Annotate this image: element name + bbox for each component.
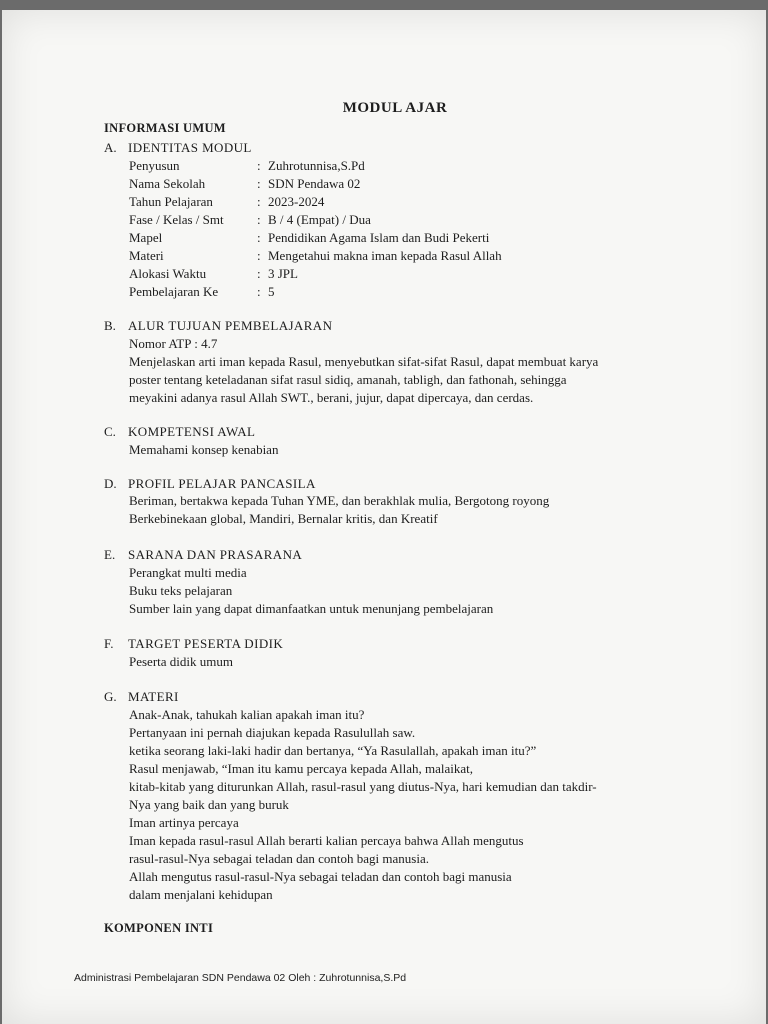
- text-line: ketika seorang laki-laki hadir dan bertanya, “Ya Rasulallah, apakah iman itu?”: [129, 743, 537, 758]
- identity-value: Mengetahui makna iman kepada Rasul Allah: [268, 248, 502, 263]
- identity-separator: :: [257, 194, 261, 209]
- text-line: dalam menjalani kehidupan: [129, 887, 273, 902]
- section-f-heading: [104, 635, 283, 653]
- text-line: Pertanyaan ini pernah diajukan kepada Rasulullah saw.: [129, 725, 416, 740]
- identity-value: B / 4 (Empat) / Dua: [268, 212, 371, 227]
- section-f-body: [129, 653, 233, 671]
- section-a-heading: [104, 139, 252, 157]
- text-line: Iman artinya percaya: [129, 815, 239, 830]
- section-e-body: [129, 564, 493, 618]
- identity-value: SDN Pendawa 02: [268, 176, 361, 191]
- section-letter: C.: [104, 424, 116, 439]
- section-g-heading: [104, 688, 179, 706]
- text-line: Nya yang baik dan yang buruk: [129, 797, 289, 812]
- page-title: MODUL AJAR: [342, 100, 448, 116]
- identity-row: [129, 175, 360, 193]
- section-d-body: [129, 492, 549, 528]
- info-umum-heading: INFORMASI UMUM: [104, 121, 226, 135]
- section-letter: B.: [104, 318, 116, 333]
- text-line: Perangkat multi media: [129, 565, 247, 580]
- text-line: Iman kepada rasul-rasul Allah berarti kalian percaya bahwa Allah mengutus: [129, 833, 524, 848]
- text-line: Berkebinekaan global, Mandiri, Bernalar kritis, dan Kreatif: [129, 511, 438, 526]
- section-e-heading: [104, 546, 302, 564]
- section-title: PROFIL PELAJAR PANCASILA: [128, 476, 316, 491]
- identity-label: Alokasi Waktu: [129, 266, 207, 281]
- section-title: IDENTITAS MODUL: [128, 140, 252, 155]
- section-letter: G.: [104, 689, 117, 704]
- text-line: poster tentang keteladanan sifat rasul sidiq, amanah, tabligh, dan fathonah, sehingga: [129, 372, 567, 387]
- identity-label: Materi: [129, 248, 164, 263]
- text-line: Anak-Anak, tahukah kalian apakah iman itu?: [129, 707, 365, 722]
- identity-separator: :: [257, 176, 261, 191]
- section-letter: E.: [104, 547, 116, 562]
- section-title: MATERI: [128, 689, 179, 704]
- identity-value: Pendidikan Agama Islam dan Budi Pekerti: [268, 230, 490, 245]
- page-footer: Administrasi Pembelajaran SDN Pendawa 02 Oleh : Zuhrotunnisa,S.Pd: [74, 972, 407, 984]
- identity-label: Mapel: [129, 230, 163, 245]
- text-line: Buku teks pelajaran: [129, 583, 233, 598]
- section-b-heading: [104, 317, 332, 335]
- identity-label: Tahun Pelajaran: [129, 194, 213, 209]
- identity-separator: :: [257, 248, 261, 263]
- section-c-body: [129, 441, 278, 459]
- text-line: meyakini adanya rasul Allah SWT., berani, jujur, dapat dipercaya, dan cerdas.: [129, 390, 534, 405]
- text-line: Rasul menjawab, “Iman itu kamu percaya kepada Allah, malaikat,: [129, 761, 474, 776]
- identity-label: Pembelajaran Ke: [129, 284, 219, 299]
- identity-separator: :: [257, 266, 261, 281]
- identity-row: [129, 193, 324, 211]
- identity-row: [129, 157, 365, 175]
- identity-label: Nama Sekolah: [129, 176, 206, 191]
- section-g-body: [129, 706, 597, 904]
- identity-separator: :: [257, 158, 261, 173]
- section-title: SARANA DAN PRASARANA: [128, 547, 303, 562]
- text-line: Memahami konsep kenabian: [129, 442, 279, 457]
- identity-row: [129, 229, 489, 247]
- text-line: Menjelaskan arti iman kepada Rasul, menyebutkan sifat-sifat Rasul, dapat membuat karya: [129, 354, 599, 369]
- identity-label: Penyusun: [129, 158, 180, 173]
- text-line: Peserta didik umum: [129, 654, 233, 669]
- identity-separator: :: [257, 212, 261, 227]
- identity-value: 5: [268, 284, 275, 299]
- section-title: TARGET PESERTA DIDIK: [128, 636, 284, 651]
- section-d-heading: [104, 475, 316, 493]
- section-letter: D.: [104, 476, 117, 491]
- identity-separator: :: [257, 284, 261, 299]
- section-letter: F.: [104, 636, 114, 651]
- text-line: rasul-rasul-Nya sebagai teladan dan contoh bagi manusia.: [129, 851, 429, 866]
- text-line: Beriman, bertakwa kepada Tuhan YME, dan berakhlak mulia, Bergotong royong: [129, 493, 550, 508]
- identity-label: Fase / Kelas / Smt: [129, 212, 224, 227]
- identity-row: [129, 265, 298, 283]
- identity-value: 3 JPL: [268, 266, 298, 281]
- text-line: Allah mengutus rasul-rasul-Nya sebagai teladan dan contoh bagi manusia: [129, 869, 512, 884]
- section-c-heading: [104, 423, 255, 441]
- identity-row: [129, 247, 502, 265]
- text-line: Sumber lain yang dapat dimanfaatkan untuk menunjang pembelajaran: [129, 601, 494, 616]
- section-b-body: [129, 335, 598, 407]
- text-line: kitab-kitab yang diturunkan Allah, rasul-rasul yang diutus-Nya, hari kemudian dan takdir-: [129, 779, 597, 794]
- identity-value: Zuhrotunnisa,S.Pd: [268, 158, 365, 173]
- section-title: KOMPETENSI AWAL: [128, 424, 256, 439]
- identity-row: [129, 283, 275, 301]
- text-line: Nomor ATP : 4.7: [129, 336, 218, 351]
- identity-row: [129, 211, 371, 229]
- identity-separator: :: [257, 230, 261, 245]
- section-title: ALUR TUJUAN PEMBELAJARAN: [128, 318, 333, 333]
- identity-value: 2023-2024: [268, 194, 325, 209]
- komponen-inti-heading: KOMPONEN INTI: [104, 921, 214, 935]
- section-letter: A.: [104, 140, 117, 155]
